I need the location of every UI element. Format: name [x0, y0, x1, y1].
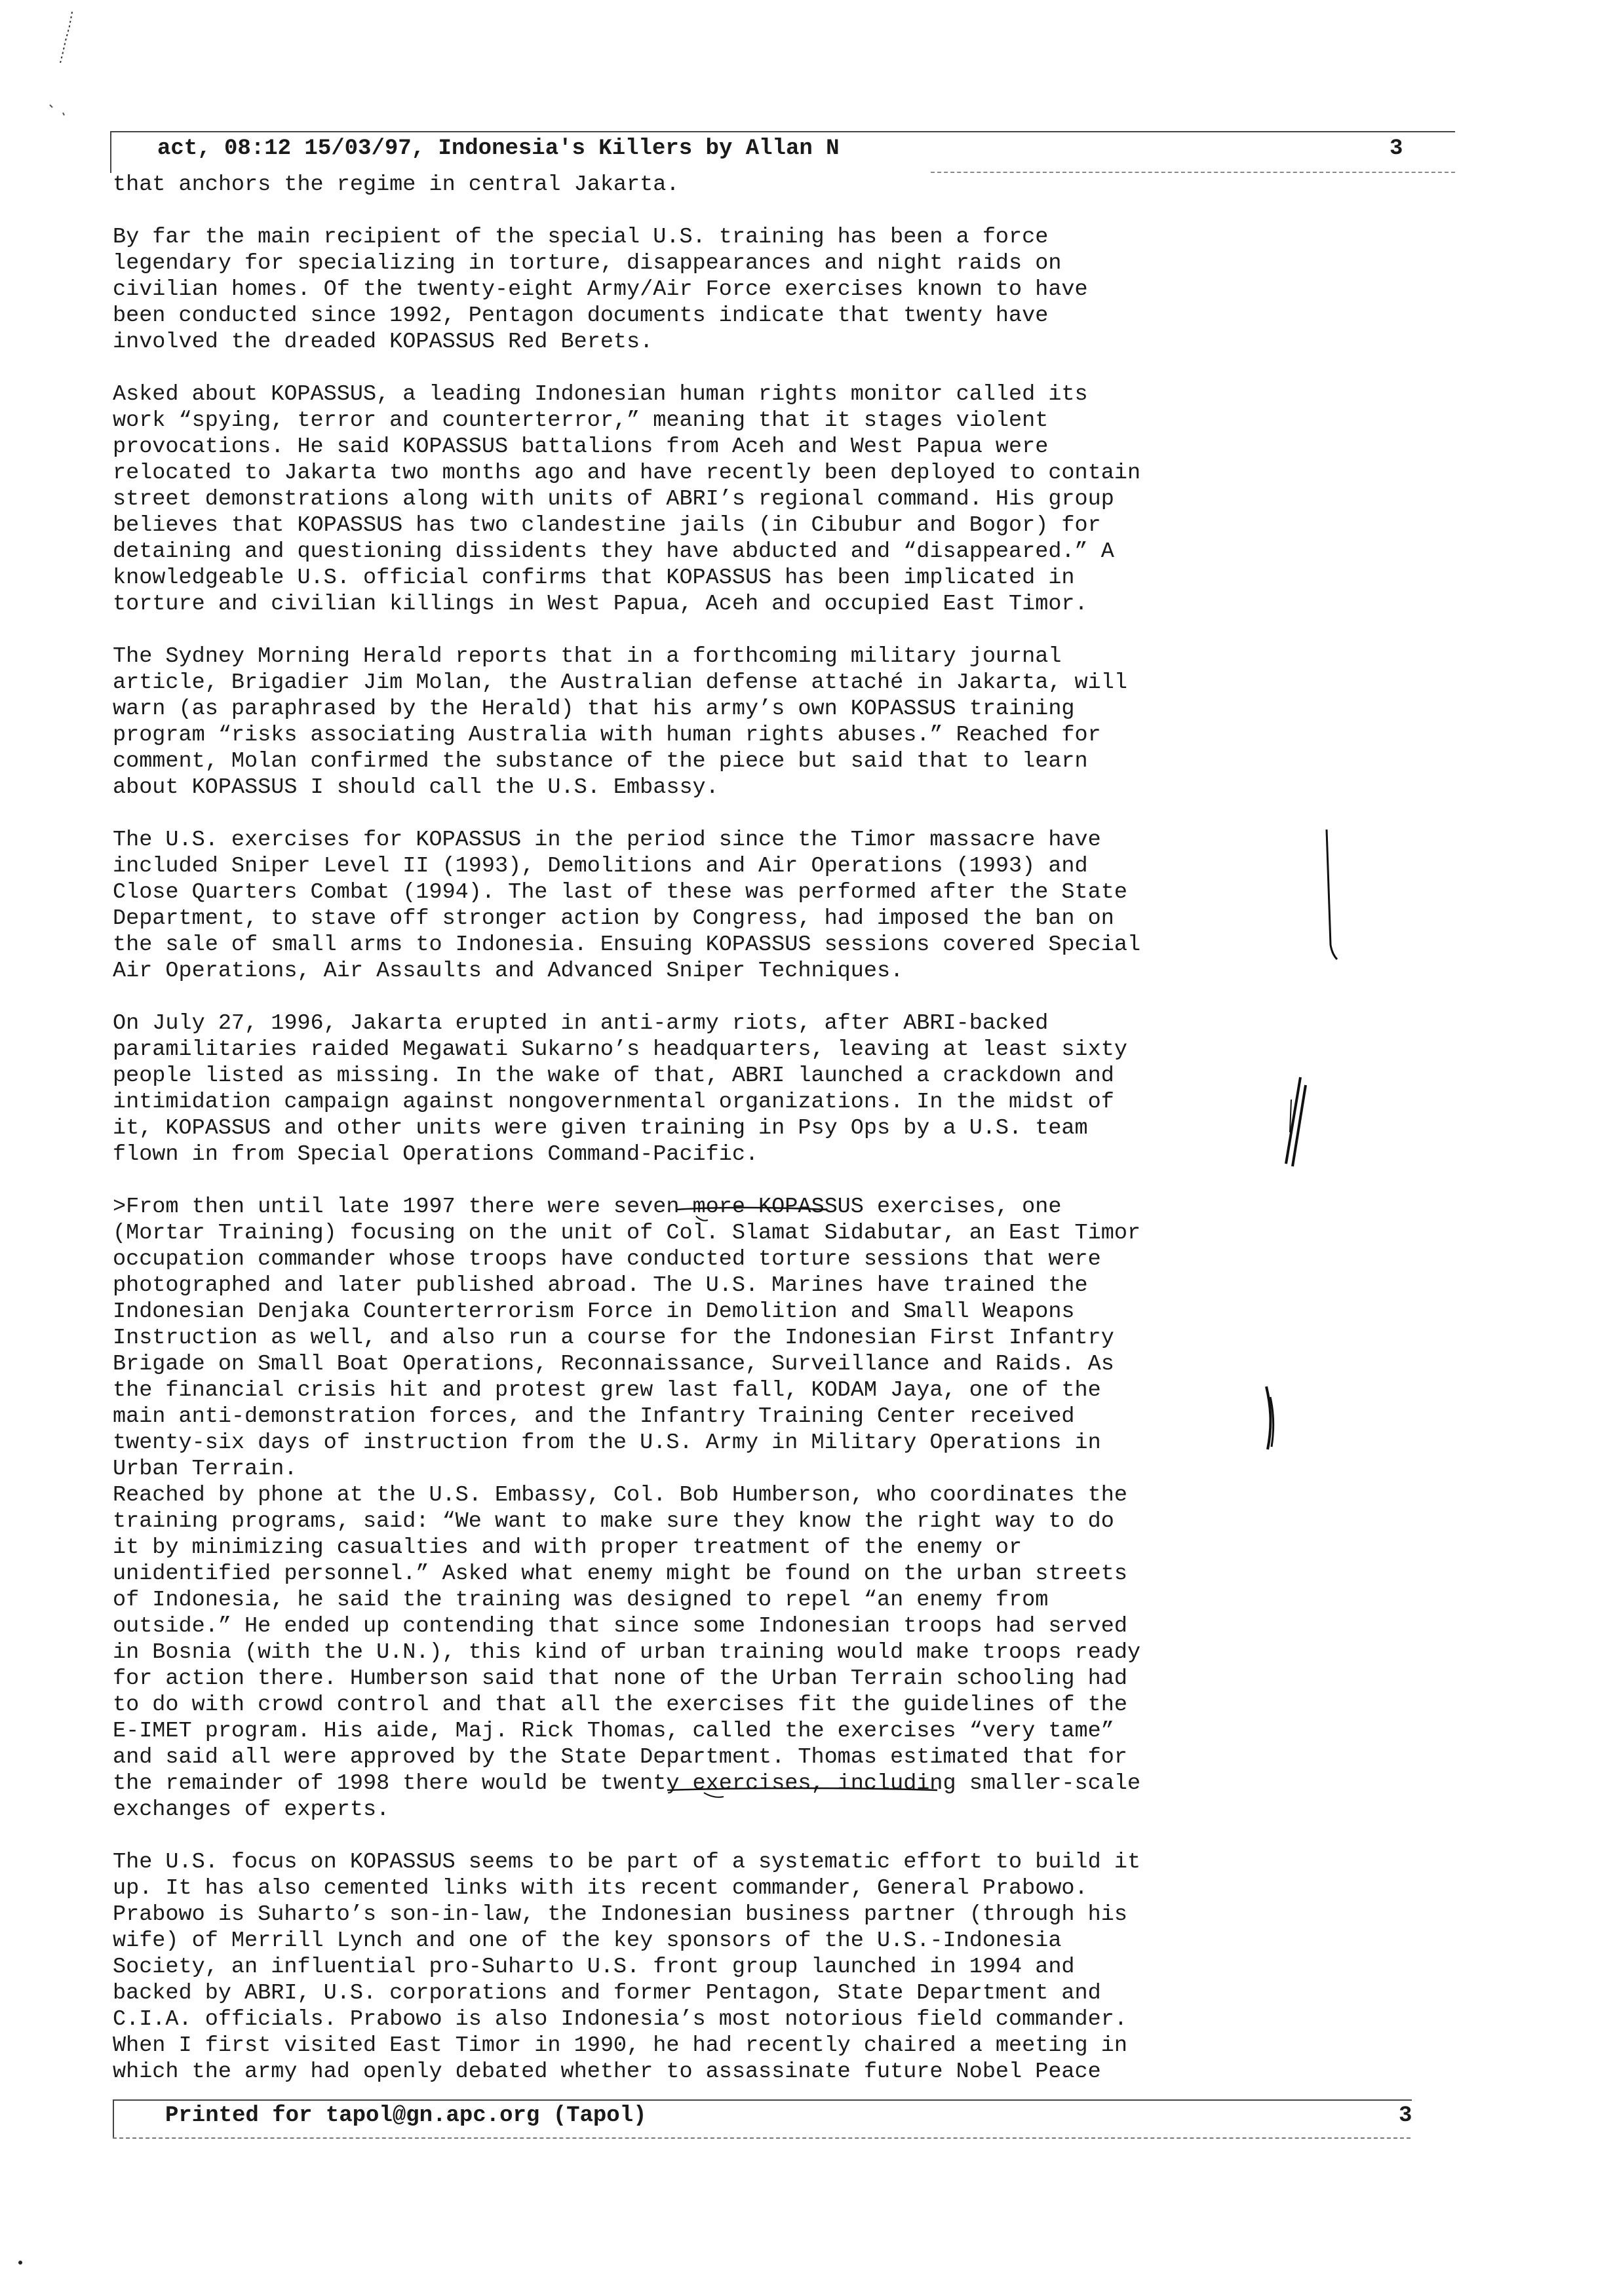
paragraph	[113, 643, 1279, 801]
text-line: The Sydney Morning Herald reports that in a forthcoming military journal	[113, 644, 1062, 669]
text-line: for action there. Humberson said that none of the Urban Terrain schooling had	[113, 1666, 1127, 1691]
text-line: involved the dreaded KOPASSUS Red Berets.	[113, 330, 653, 354]
paragraph	[113, 1010, 1279, 1168]
text-line: that anchors the regime in central Jakarta.	[113, 172, 680, 197]
text-line: C.I.A. officials. Prabowo is also Indonesia’s most notorious field commander.	[113, 2007, 1127, 2032]
paragraph	[113, 172, 1279, 198]
text-line: The U.S. focus on KOPASSUS seems to be part of a systematic effort to build it	[113, 1850, 1141, 1875]
text-line: outside.” He ended up contending that since some Indonesian troops had served	[113, 1614, 1127, 1639]
text-line: article, Brigadier Jim Molan, the Australian defense attaché in Jakarta, will	[113, 670, 1127, 695]
scan-speck	[18, 2261, 22, 2265]
text-line: Reached by phone at the U.S. Embassy, Col. Bob Humberson, who coordinates the	[113, 1483, 1127, 1508]
text-line: torture and civilian killings in West Papua, Aceh and occupied East Timor.	[113, 592, 1088, 617]
text-line: paramilitaries raided Megawati Sukarno’s headquarters, leaving at least sixty	[113, 1037, 1127, 1062]
text-line: which the army had openly debated whether to assassinate future Nobel Peace	[113, 2059, 1101, 2084]
margin-line-mark	[1321, 827, 1348, 965]
text-line: civilian homes. Of the twenty-eight Army/Air Force exercises known to have	[113, 277, 1088, 302]
text-line: relocated to Jakarta two months ago and have recently been deployed to contain	[113, 461, 1141, 486]
text-line: warn (as paraphrased by the Herald) that his army’s own KOPASSUS training	[113, 697, 1075, 721]
paragraph	[113, 381, 1279, 617]
text-line: Close Quarters Combat (1994). The last of these was performed after the State	[113, 880, 1127, 905]
text-line: occupation commander whose troops have conducted torture sessions that were	[113, 1247, 1101, 1272]
text-line: >From then until late 1997 there were seven more KOPASSUS exercises, one	[113, 1195, 1062, 1219]
footer-printed-for: Printed for tapol@gn.apc.org (Tapol)	[165, 2103, 647, 2128]
text-line: Society, an influential pro-Suharto U.S. front group launched in 1994 and	[113, 1955, 1075, 1980]
scan-artifact-mark	[46, 7, 85, 118]
text-line: Asked about KOPASSUS, a leading Indonesian human rights monitor called its	[113, 382, 1088, 407]
text-line: included Sniper Level II (1993), Demolitions and Air Operations (1993) and	[113, 854, 1088, 879]
text-line: up. It has also cemented links with its recent commander, General Prabowo.	[113, 1876, 1088, 1901]
text-line: the financial crisis hit and protest grew last fall, KODAM Jaya, one of the	[113, 1378, 1101, 1403]
underline-twenty-exercises	[665, 1780, 940, 1806]
text-line: The U.S. exercises for KOPASSUS in the period since the Timor massacre have	[113, 828, 1101, 852]
text-line: By far the main recipient of the special U.S. training has been a force	[113, 225, 1049, 250]
text-line: believes that KOPASSUS has two clandestine jails (in Cibubur and Bogor) for	[113, 513, 1101, 538]
paragraph	[113, 1482, 1279, 1823]
text-line: flown in from Special Operations Command-Pacific.	[113, 1142, 759, 1167]
text-line: Indonesian Denjaka Counterterrorism Force in Demolition and Small Weapons	[113, 1299, 1075, 1324]
text-line: backed by ABRI, U.S. corporations and former Pentagon, State Department and	[113, 1981, 1101, 2006]
text-line: wife) of Merrill Lynch and one of the key sponsors of the U.S.-Indonesia	[113, 1928, 1062, 1953]
text-line: Brigade on Small Boat Operations, Reconnaissance, Surveillance and Raids. As	[113, 1352, 1114, 1377]
paragraph	[113, 1849, 1279, 2085]
text-line: and said all were approved by the State Department. Thomas estimated that for	[113, 1745, 1127, 1770]
text-line: training programs, said: “We want to make sure they know the right way to do	[113, 1509, 1114, 1534]
text-line: photographed and later published abroad. The U.S. Marines have trained the	[113, 1273, 1088, 1298]
text-line: main anti-demonstration forces, and the Infantry Training Center received	[113, 1404, 1075, 1429]
paragraph	[113, 224, 1279, 355]
footer-divider	[113, 2137, 1411, 2139]
header-page-number: 3	[1390, 136, 1403, 161]
text-line: intimidation campaign against nongovernmental organizations. In the midst of	[113, 1090, 1114, 1115]
text-line: detaining and questioning dissidents they have abducted and “disappeared.” A	[113, 539, 1114, 564]
underline-seven-more	[674, 1200, 831, 1227]
text-line: Prabowo is Suharto’s son-in-law, the Indonesian business partner (through his	[113, 1902, 1127, 1927]
text-line: provocations. He said KOPASSUS battalions from Aceh and West Papua were	[113, 434, 1049, 459]
text-line: it by minimizing casualties and with proper treatment of the enemy or	[113, 1535, 1022, 1560]
article-body	[113, 172, 1279, 2111]
text-line: unidentified personnel.” Asked what enemy might be found on the urban streets	[113, 1561, 1127, 1586]
text-line: been conducted since 1992, Pentagon documents indicate that twenty have	[113, 303, 1049, 328]
text-line: comment, Molan confirmed the substance of the piece but said that to learn	[113, 749, 1088, 774]
text-line: work “spying, terror and counterterror,” meaning that it stages violent	[113, 408, 1049, 433]
text-line: knowledgeable U.S. official confirms that KOPASSUS has been implicated in	[113, 565, 1075, 590]
header-title: act, 08:12 15/03/97, Indonesia's Killers by Allan N	[157, 136, 840, 161]
margin-double-slash-mark	[1272, 1073, 1311, 1172]
text-line: it, KOPASSUS and other units were given training in Psy Ops by a U.S. team	[113, 1116, 1088, 1141]
text-line: program “risks associating Australia with human rights abuses.” Reached for	[113, 723, 1101, 748]
text-line: the remainder of 1998 there would be twenty exercises, including smaller-scale	[113, 1771, 1141, 1796]
paragraph	[113, 1194, 1279, 1482]
text-line: (Mortar Training) focusing on the unit of Col. Slamat Sidabutar, an East Timor	[113, 1221, 1141, 1246]
text-line: When I first visited East Timor in 1990, he had recently chaired a meeting in	[113, 2033, 1127, 2058]
text-line: exchanges of experts.	[113, 1797, 390, 1822]
text-line: of Indonesia, he said the training was designed to repel “an enemy from	[113, 1588, 1049, 1613]
margin-bracket-mark	[1257, 1384, 1283, 1456]
text-line: Instruction as well, and also run a course for the Indonesian First Infantry	[113, 1326, 1114, 1350]
text-line: On July 27, 1996, Jakarta erupted in anti-army riots, after ABRI-backed	[113, 1011, 1049, 1036]
text-line: in Bosnia (with the U.N.), this kind of urban training would make troops ready	[113, 1640, 1141, 1665]
text-line: legendary for specializing in torture, disappearances and night raids on	[113, 251, 1062, 276]
footer-page-number: 3	[1399, 2103, 1412, 2128]
text-line: the sale of small arms to Indonesia. Ensuing KOPASSUS sessions covered Special	[113, 932, 1141, 957]
text-line: Air Operations, Air Assaults and Advanced Sniper Techniques.	[113, 959, 904, 984]
text-line: street demonstrations along with units of ABRI’s regional command. His group	[113, 487, 1114, 512]
text-line: people listed as missing. In the wake of that, ABRI launched a crackdown and	[113, 1063, 1114, 1088]
text-line: E-IMET program. His aide, Maj. Rick Thomas, called the exercises “very tame”	[113, 1719, 1114, 1744]
paragraph	[113, 827, 1279, 984]
text-line: Urban Terrain.	[113, 1457, 298, 1482]
text-line: about KOPASSUS I should call the U.S. Embassy.	[113, 775, 719, 800]
text-line: Department, to stave off stronger action by Congress, had imposed the ban on	[113, 906, 1114, 931]
text-line: twenty-six days of instruction from the U.S. Army in Military Operations in	[113, 1430, 1101, 1455]
text-line: to do with crowd control and that all the exercises fit the guidelines of the	[113, 1693, 1127, 1717]
